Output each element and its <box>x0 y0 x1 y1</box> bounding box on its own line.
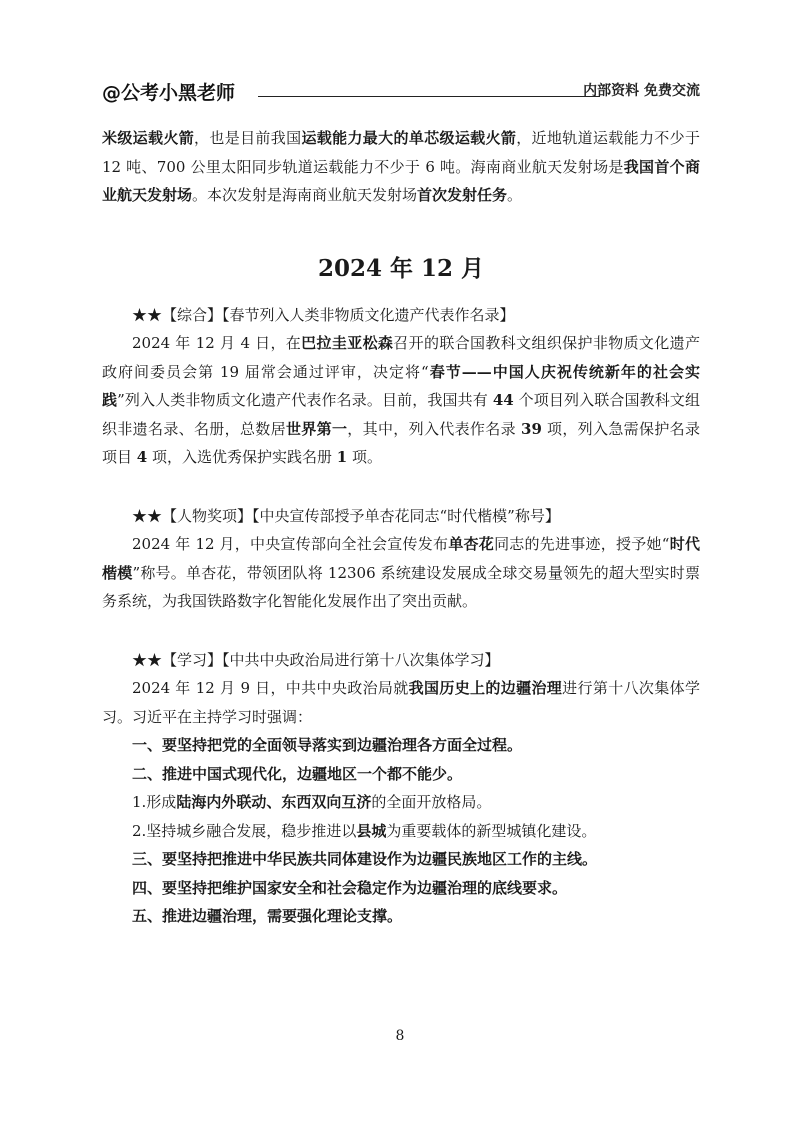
body-text: 1.形成 <box>132 793 177 811</box>
emphasis-text: 县城 <box>356 821 387 840</box>
body-text: 的全面开放格局。 <box>371 793 492 811</box>
body-text: 项，列入急需保护名录项目 <box>102 419 700 466</box>
emphasis-text: 世界第一 <box>285 419 348 438</box>
section-title-spring-festival: ★★【综合】【春节列入人类非物质文化遗产代表作名录】 <box>132 305 515 324</box>
header-rule <box>258 96 600 97</box>
section-body-spring-festival <box>102 329 700 472</box>
page-number: 8 <box>395 1028 405 1044</box>
body-text: ”称号。单杏花，带领团队将 12306 系统建设发展成全球交易量领先的超大型实时票务系统，为我国铁路数字化智能化发展作出了突出贡献。 <box>102 563 700 610</box>
body-text: 为重要载体的新型城镇化建设。 <box>386 821 597 840</box>
study-point-1: 一、要坚持把党的全面领导落实到边疆治理各方面全过程。 <box>132 736 523 754</box>
body-text: 召开的联合国教科文组织保护非物质文化遗产政府间委员会第 19 届常会通过评审，决定将“ <box>102 334 700 381</box>
emphasis-text: 陆海内外联动、东西双向互济 <box>176 793 372 811</box>
study-point-5: 五、推进边疆治理，需要强化理论支撑。 <box>132 907 403 925</box>
emphasis-text: 39 <box>521 419 542 438</box>
emphasis-text: 44 <box>492 391 514 409</box>
body-text: 2024 年 12 月 4 日，在 <box>132 334 302 352</box>
body-text: 。 <box>507 186 523 204</box>
emphasis-text: 春节——中国人庆祝传统新年的社会实践 <box>102 362 700 409</box>
body-text: 2.坚持城乡融合发展，稳步推进以 <box>132 821 357 840</box>
body-text: 2024 年 12 月 9 日，中共中央政治局就 <box>132 679 409 697</box>
study-subpoint-2 <box>102 817 700 846</box>
section-body-study <box>102 674 700 731</box>
emphasis-text: 巴拉圭亚松森 <box>301 334 394 352</box>
emphasis-text: 我国历史上的边疆治理 <box>408 679 563 697</box>
study-subpoint-1 <box>102 788 700 817</box>
page-content <box>102 124 700 931</box>
body-text: ”列入人类非物质文化遗产代表作名录。目前，我国共有 <box>117 391 493 409</box>
section-body-award <box>102 530 700 616</box>
body-text: 进行第十八次集体学习。习近平在主持学习时强调： <box>102 679 700 726</box>
study-point-3: 三、要坚持把推进中华民族共同体建设作为边疆民族地区工作的主线。 <box>132 850 598 868</box>
body-text: 项，入选优秀保护实践名册 <box>147 448 337 466</box>
body-text: 项。 <box>347 448 382 466</box>
emphasis-text: 米级运载火箭 <box>102 129 195 147</box>
body-text: 同志的先进事迹，授予她“ <box>494 535 670 553</box>
emphasis-text: 运载能力最大的单芯级运载火箭 <box>301 129 517 147</box>
page-header <box>102 78 700 104</box>
body-text: ，其中，列入代表作名录 <box>347 419 522 438</box>
emphasis-text: 首次发射任务 <box>417 186 508 204</box>
emphasis-text: 1 <box>336 448 348 466</box>
brand-watermark: @公考小黑老师 <box>102 82 236 104</box>
body-text: 。本次发射是海南商业航天发射场 <box>192 186 418 204</box>
body-text: ，近地轨道运载能力不少于 12 吨、700 公里太阳同步轨道运载能力不少于 6 吨。海南商业航天发射场是 <box>102 129 700 176</box>
body-text: 个项目列入联合国教科文组织非遗名录、名册，总数居 <box>102 391 700 438</box>
header-tagline: 内部资料 免费交流 <box>583 83 700 99</box>
section-title-award: ★★【人物奖项】【中央宣传部授予单杏花同志“时代楷模”称号】 <box>132 506 560 525</box>
body-text: ，也是目前我国 <box>194 129 302 147</box>
section-title-study: ★★【学习】【中共中央政治局进行第十八次集体学习】 <box>132 650 500 669</box>
emphasis-text: 我国首个商业航天发射场 <box>102 157 700 204</box>
study-point-2: 二、推进中国式现代化，边疆地区一个都不能少。 <box>132 764 463 783</box>
emphasis-text: 时代楷模 <box>102 535 700 582</box>
study-point-4: 四、要坚持把维护国家安全和社会稳定作为边疆治理的底线要求。 <box>132 878 568 897</box>
body-text: 2024 年 12 月，中央宣传部向全社会宣传发布 <box>132 535 449 553</box>
intro-paragraph <box>102 124 700 210</box>
emphasis-text: 单杏花 <box>448 535 495 553</box>
month-heading: 2024 年 12 月 <box>317 254 485 282</box>
emphasis-text: 4 <box>136 448 148 466</box>
